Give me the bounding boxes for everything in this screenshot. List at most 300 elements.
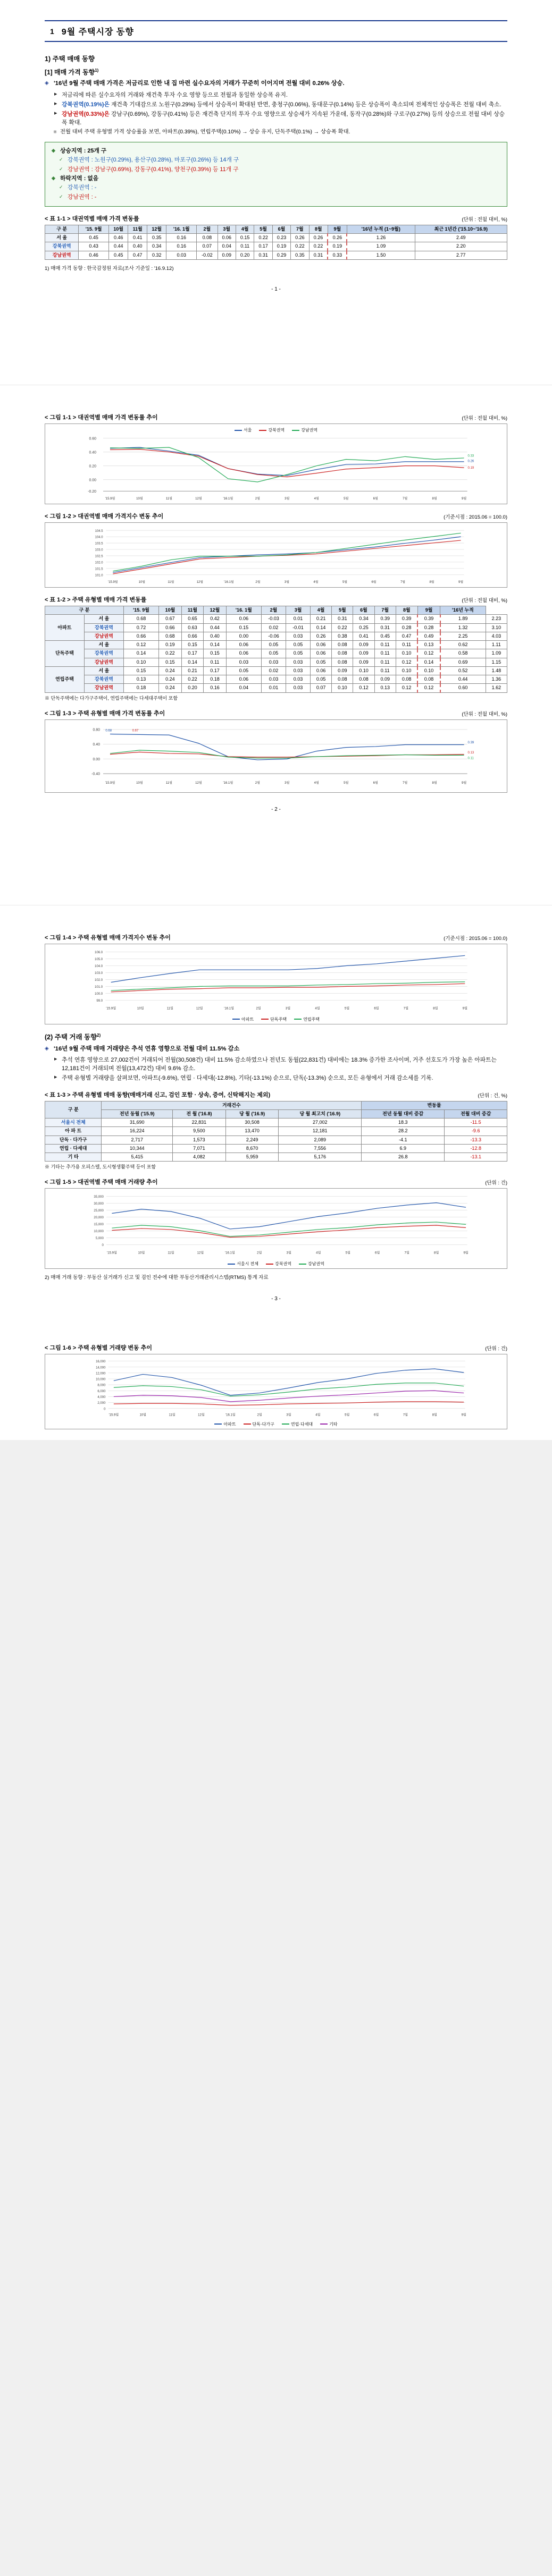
svg-text:14,000: 14,000 <box>96 1366 106 1369</box>
row-label: 강북권역 <box>84 675 123 684</box>
svg-text:0.26: 0.26 <box>467 460 474 463</box>
th-15: 최근 1년간 ('15.10~'16.9) <box>415 225 507 233</box>
svg-text:12월: 12월 <box>198 1413 205 1417</box>
cell: 0.22 <box>181 675 204 684</box>
trade-sub-list <box>45 1056 507 1083</box>
row-label: 강남권역 <box>84 684 123 692</box>
th-12: 8월 <box>396 606 417 615</box>
svg-text:0: 0 <box>104 1407 106 1411</box>
fig-1-5-svg <box>48 1191 504 1260</box>
svg-text:103.0: 103.0 <box>94 971 103 975</box>
cell: 0.09 <box>218 251 236 259</box>
svg-text:6월: 6월 <box>373 497 378 501</box>
price-bullet-list <box>45 79 507 89</box>
th-4: 12월 <box>204 606 227 615</box>
svg-text:10월: 10월 <box>138 1252 145 1256</box>
svg-text:-0.40: -0.40 <box>91 772 100 776</box>
cell: 0.08 <box>396 675 417 684</box>
cell: 6.9 <box>362 1144 445 1153</box>
price-note-1: ※ 전월 대비 주택 유형별 가격 상승률을 보면, 아파트(0.39%), 연립주택(0.10%) → 상승 유지, 단독주택(0.1%) → 상승폭 확대. <box>53 129 507 137</box>
cell: 0.45 <box>109 251 128 259</box>
cell: -0.01 <box>286 623 311 632</box>
cell: 0.34 <box>353 615 374 623</box>
table-1-1-caption-row <box>45 214 507 223</box>
table-row <box>45 606 507 615</box>
svg-text:10월: 10월 <box>136 497 143 501</box>
page-number-1: - 1 - <box>271 286 281 293</box>
cell: 0.12 <box>396 684 417 692</box>
legend-item <box>232 1016 254 1022</box>
svg-text:'15.9월: '15.9월 <box>106 1007 116 1011</box>
cell: 0.65 <box>181 615 204 623</box>
svg-text:4월: 4월 <box>315 1413 321 1417</box>
fig-1-3-caption-row <box>45 709 507 717</box>
th-8: 4월 <box>311 606 332 615</box>
svg-text:0.00: 0.00 <box>89 478 96 482</box>
fig-1-3-caption: < 그림 1-3 > 주택 유형별 매매 가격 변동률 추이 <box>45 710 165 717</box>
cell: 0.18 <box>204 675 227 684</box>
page-1 <box>0 0 552 385</box>
svg-text:0.40: 0.40 <box>93 742 100 747</box>
svg-text:7월: 7월 <box>403 781 408 785</box>
table-row <box>45 632 507 640</box>
summary-gangnam-none: ✓ 강남권역 : - <box>52 193 500 202</box>
section-label: (2) 주택 거래 동향 <box>45 1033 97 1041</box>
cell: 31,690 <box>102 1118 173 1127</box>
svg-text:3월: 3월 <box>286 1413 291 1417</box>
row-label: 강남권역 <box>45 251 79 259</box>
svg-text:12월: 12월 <box>196 581 204 584</box>
cell: 1.15 <box>486 658 507 666</box>
cell: -0.06 <box>262 632 286 640</box>
cell: 0.72 <box>123 623 158 632</box>
cell: 0.29 <box>272 251 290 259</box>
th-3: 당 월 ('16.9) <box>225 1109 279 1118</box>
cell: 0.31 <box>332 615 353 623</box>
cell: 0.22 <box>332 623 353 632</box>
cell: 18.3 <box>362 1118 445 1127</box>
cell: 0.21 <box>311 615 332 623</box>
cell: 5,959 <box>225 1153 279 1162</box>
fig-1-2-unit: (기준시점 : 2015.06 = 100.0) <box>444 514 507 521</box>
price-sub-1: ▶ 저금리에 따른 실수요자의 거래와 재건축 투자 수요 영향 등으로 전월과 동일한 상승폭 유지. <box>54 91 507 99</box>
cell: 0.39 <box>396 615 417 623</box>
svg-text:'16.1월: '16.1월 <box>224 1252 235 1256</box>
cell: 0.03 <box>166 251 197 259</box>
cell: -11.5 <box>445 1118 507 1127</box>
cell: 0.11 <box>396 641 417 649</box>
table-1-1-body <box>45 234 507 260</box>
summary-box-price <box>45 142 507 207</box>
svg-text:'16.1월: '16.1월 <box>224 581 234 584</box>
cell: -0.03 <box>262 615 286 623</box>
svg-text:4월: 4월 <box>313 581 319 584</box>
cell: 12,181 <box>279 1127 362 1136</box>
cell: -13.1 <box>445 1153 507 1162</box>
cell: 0.43 <box>79 242 109 251</box>
svg-text:103.0: 103.0 <box>95 548 103 552</box>
svg-text:2월: 2월 <box>257 1252 262 1256</box>
cell: 0.03 <box>286 684 311 692</box>
row-label: 강북권역 <box>84 623 123 632</box>
subsection-label: [1] 매매 가격 동향 <box>45 69 95 76</box>
fig-1-4-legend <box>48 1015 504 1023</box>
svg-text:102.5: 102.5 <box>95 555 103 558</box>
svg-text:4월: 4월 <box>315 1007 320 1011</box>
svg-text:99.0: 99.0 <box>96 999 103 1003</box>
cell-current: 0.13 <box>417 641 440 649</box>
table-1-2-note: ※ 단독주택에는 다가구주택이, 연립주택에는 다세대주택이 포함 <box>45 695 178 701</box>
svg-text:'15.9월: '15.9월 <box>107 1252 117 1256</box>
cell: 0.06 <box>226 615 261 623</box>
cell: 0.22 <box>159 649 182 658</box>
cell: -9.6 <box>445 1127 507 1136</box>
trade-bullet-1-text: '16년 9월 주택 매매 거래량은 추석 연휴 영향으로 전월 대비 11.5% 감소 <box>54 1045 240 1052</box>
cell: 0.10 <box>396 666 417 675</box>
cell: 26.8 <box>362 1153 445 1162</box>
cell: 0.67 <box>159 615 182 623</box>
cell: 0.24 <box>159 675 182 684</box>
table-row <box>45 1101 507 1109</box>
cell: 1.50 <box>347 251 415 259</box>
cell: 0.26 <box>291 234 309 242</box>
cell: 0.05 <box>262 649 286 658</box>
cell: 5,415 <box>102 1153 173 1162</box>
th-group-2: 변동률 <box>362 1101 507 1109</box>
cell: 0.22 <box>254 234 272 242</box>
group-label: 연립주택 <box>45 666 85 692</box>
page-number-3: - 3 - <box>271 1295 281 1302</box>
svg-text:11월: 11월 <box>165 497 172 501</box>
cell: 0.52 <box>440 666 486 675</box>
legend-item <box>299 1261 324 1267</box>
cell-current: 0.08 <box>417 675 440 684</box>
cell: 16,224 <box>102 1127 173 1136</box>
svg-text:5월: 5월 <box>345 1252 350 1256</box>
cell-current: 0.10 <box>417 666 440 675</box>
svg-text:'16.1월: '16.1월 <box>223 781 233 785</box>
cell: 7,071 <box>173 1144 226 1153</box>
svg-text:8월: 8월 <box>432 1413 437 1417</box>
cell: 0.08 <box>332 675 353 684</box>
legend-label: 강북권역 <box>268 428 285 433</box>
cell: 0.08 <box>353 675 374 684</box>
table-row <box>45 1153 507 1162</box>
cell: 4.03 <box>486 632 507 640</box>
svg-text:5월: 5월 <box>344 781 349 785</box>
svg-text:6월: 6월 <box>371 581 377 584</box>
th-14: '16년 누적 (1~9월) <box>347 225 415 233</box>
cell: -13.3 <box>445 1136 507 1144</box>
fig-1-2-chart <box>45 522 507 588</box>
th-6: 2월 <box>197 225 218 233</box>
cell: 0.40 <box>204 632 227 640</box>
cell: 0.11 <box>236 242 254 251</box>
table-row <box>45 234 507 242</box>
th-8: 4월 <box>236 225 254 233</box>
cell: 0.24 <box>159 666 182 675</box>
table-1-3 <box>45 1101 507 1162</box>
table-1-2-caption-row <box>45 595 507 604</box>
table-row <box>45 666 507 675</box>
table-row <box>45 684 507 692</box>
svg-text:'15.9월: '15.9월 <box>108 581 118 584</box>
th-0: 구 분 <box>45 606 124 615</box>
fig-1-1-caption: < 그림 1-1 > 대권역별 매매 가격 변동률 추이 <box>45 414 158 421</box>
svg-text:2월: 2월 <box>257 1413 262 1417</box>
table-row <box>45 675 507 684</box>
cell: 8,670 <box>225 1144 279 1153</box>
cell: 0.26 <box>311 632 332 640</box>
svg-text:104.0: 104.0 <box>95 536 103 539</box>
th-2: 10월 <box>159 606 182 615</box>
svg-text:101.5: 101.5 <box>95 567 103 571</box>
svg-text:2,000: 2,000 <box>97 1401 106 1405</box>
footnote-1: 1) 매매 가격 동향 : 한국감정원 자료(조사 기준일 : '16.9.12) <box>45 265 174 272</box>
cell: 0.17 <box>181 649 204 658</box>
cell: 0.14 <box>311 623 332 632</box>
cell-current: 0.28 <box>417 623 440 632</box>
th-2: 전 월 ('16.8) <box>173 1109 226 1118</box>
svg-text:10월: 10월 <box>138 581 146 584</box>
fig-1-5-legend <box>48 1260 504 1267</box>
cell-current: 0.39 <box>417 615 440 623</box>
th-5: 전년 동월 대비 증감 <box>362 1109 445 1118</box>
cell: 1,573 <box>173 1136 226 1144</box>
fig-1-6-caption: < 그림 1-6 > 주택 유형별 거래량 변동 추이 <box>45 1344 152 1351</box>
svg-text:9월: 9월 <box>458 581 464 584</box>
cell: 0.45 <box>374 632 396 640</box>
cell: 0.16 <box>166 234 197 242</box>
svg-text:5,000: 5,000 <box>95 1237 104 1241</box>
fig-1-2-caption: < 그림 1-2 > 대권역별 매매 가격지수 변동 추이 <box>45 513 164 520</box>
table-row <box>45 1127 507 1136</box>
svg-text:8월: 8월 <box>432 497 437 501</box>
svg-text:9월: 9월 <box>462 1007 467 1011</box>
svg-text:100.0: 100.0 <box>94 992 103 996</box>
svg-text:12월: 12월 <box>195 497 202 501</box>
svg-text:7월: 7월 <box>403 497 408 501</box>
cell: 0.01 <box>262 684 286 692</box>
fig-1-2-caption-row <box>45 512 507 520</box>
svg-text:11월: 11월 <box>168 581 174 584</box>
cell: 0.24 <box>159 684 182 692</box>
fig-1-5-chart <box>45 1188 507 1269</box>
footnote-2: 2) 매매 거래 동향 : 부동산 실거래가 신고 및 검인 전수에 대한 부동산거래관리시스템(RTMS) 통계 자료 <box>45 1275 269 1281</box>
cell: 9,500 <box>173 1127 226 1136</box>
document-title-text: 9월 주택시장 동향 <box>61 28 134 37</box>
th-9: 5월 <box>254 225 272 233</box>
th-1: '15. 9월 <box>79 225 109 233</box>
cell: 0.08 <box>197 234 218 242</box>
cell: 0.06 <box>226 649 261 658</box>
price-note-list <box>45 129 507 137</box>
cell: 1.11 <box>486 641 507 649</box>
svg-text:2월: 2월 <box>255 581 261 584</box>
cell: 1.48 <box>486 666 507 675</box>
th-3: 11월 <box>181 606 204 615</box>
cell: 0.15 <box>204 649 227 658</box>
section-heading-trade-volume <box>45 1032 507 1041</box>
cell: 0.20 <box>236 251 254 259</box>
svg-text:6월: 6월 <box>373 781 378 785</box>
fig-1-6-caption-row <box>45 1343 507 1352</box>
svg-text:'16.1월: '16.1월 <box>224 1007 234 1011</box>
cell: 0.11 <box>204 658 227 666</box>
table-row <box>45 1144 507 1153</box>
cell: 0.17 <box>204 666 227 675</box>
svg-text:16,000: 16,000 <box>96 1360 106 1363</box>
cell: 0.32 <box>147 251 166 259</box>
table-row <box>45 242 507 251</box>
fig-1-1-chart <box>45 423 507 504</box>
svg-text:106.0: 106.0 <box>94 951 103 954</box>
legend-label: 연립·다세대 <box>290 1421 313 1427</box>
svg-text:3월: 3월 <box>286 1252 291 1256</box>
cell: 0.09 <box>353 649 374 658</box>
summary-falling-regions: ◈ 하락지역 : 없음 <box>52 174 500 183</box>
th-7: 3월 <box>286 606 311 615</box>
svg-text:11월: 11월 <box>169 1413 175 1417</box>
page-spacer <box>45 815 507 894</box>
table-row <box>45 1109 507 1118</box>
summary-gangbuk: ✓ 강북권역 : 노원구(0.29%), 용산구(0.28%), 마포구(0.26%) 등 14개 구 <box>52 156 500 165</box>
svg-text:8월: 8월 <box>433 1252 439 1256</box>
svg-text:7월: 7월 <box>403 1007 409 1011</box>
table-1-3-caption-row <box>45 1090 507 1099</box>
svg-text:10,000: 10,000 <box>94 1230 104 1234</box>
legend-item <box>244 1421 274 1427</box>
page-spacer <box>45 1304 507 1336</box>
cell: 3.10 <box>486 623 507 632</box>
table-row <box>45 623 507 632</box>
svg-text:11월: 11월 <box>166 1007 173 1011</box>
svg-text:4,000: 4,000 <box>97 1395 106 1399</box>
row-label: 강남권역 <box>84 632 123 640</box>
legend-item <box>214 1421 236 1427</box>
fig-1-6-svg <box>48 1357 504 1420</box>
svg-text:0.33: 0.33 <box>467 454 474 458</box>
table-row <box>45 251 507 259</box>
svg-text:'16.1월: '16.1월 <box>225 1413 236 1417</box>
cell: 0.11 <box>374 649 396 658</box>
svg-text:10월: 10월 <box>137 1007 144 1011</box>
cell: 0.66 <box>181 632 204 640</box>
cell: 0.03 <box>262 658 286 666</box>
th-6: 2월 <box>262 606 286 615</box>
svg-text:9월: 9월 <box>461 497 467 501</box>
cell: 0.47 <box>396 632 417 640</box>
cell: -4.1 <box>362 1136 445 1144</box>
cell: 0.10 <box>353 666 374 675</box>
th-10: 6월 <box>353 606 374 615</box>
svg-text:6월: 6월 <box>374 1007 379 1011</box>
cell-current: 0.19 <box>328 242 347 251</box>
svg-text:0.13: 0.13 <box>467 751 474 755</box>
fig-1-6-unit: (단위 : 건) <box>485 1345 507 1352</box>
document-title-number: 1 <box>50 27 54 36</box>
price-sub-3-body: 강남구(0.69%), 강동구(0.41%) 등은 재건축 단지의 투자 수요 영향으로 상승세가 지속된 가운데, 동작구(0.28%)와 구로구(0.27%) 등의 상승으로 전월 대비 상승폭 확대. <box>62 111 505 126</box>
svg-text:0: 0 <box>102 1244 104 1248</box>
cell: 0.39 <box>374 615 396 623</box>
svg-text:12월: 12월 <box>197 1252 204 1256</box>
svg-text:2월: 2월 <box>255 781 260 785</box>
th-4: 당 월 최고치 ('16.9) <box>279 1109 362 1118</box>
svg-text:7월: 7월 <box>403 1413 408 1417</box>
cell: 0.60 <box>440 684 486 692</box>
table-row <box>45 225 507 233</box>
svg-text:5월: 5월 <box>344 1007 350 1011</box>
cell: 0.03 <box>262 675 286 684</box>
fig-1-1-unit: (단위 : 전월 대비, %) <box>462 416 507 422</box>
cell: 0.41 <box>353 632 374 640</box>
legend-label: 강남권역 <box>301 428 318 433</box>
svg-text:25,000: 25,000 <box>94 1209 104 1213</box>
cell: 2.77 <box>415 251 507 259</box>
trade-sub-2: ▶ 주택 유형별 거래량을 살펴보면, 아파트(-9.6%), 연립 · 다세대(-12.8%), 기타(-13.1%) 순으로, 단독(-13.3%) 순으로, 모든 유형에서 거래 감소세를 기록. <box>54 1074 507 1082</box>
svg-text:30,000: 30,000 <box>94 1202 104 1206</box>
legend-label: 연립주택 <box>303 1016 320 1022</box>
th-13: 9월 <box>328 225 347 233</box>
th-12: 8월 <box>309 225 328 233</box>
cell: 0.11 <box>374 641 396 649</box>
svg-text:10,000: 10,000 <box>96 1378 106 1382</box>
th-3: 11월 <box>128 225 147 233</box>
svg-text:101.0: 101.0 <box>95 574 103 578</box>
cell: 30,508 <box>225 1118 279 1127</box>
svg-text:102.0: 102.0 <box>94 978 103 982</box>
svg-text:11월: 11월 <box>168 1252 174 1256</box>
cell: 0.12 <box>123 641 158 649</box>
table-1-2-caption: < 표 1-2 > 주택 유형별 매매 가격 변동률 <box>45 597 147 604</box>
footnote-marker: 2) <box>97 1032 101 1038</box>
fig-1-5-caption: < 그림 1-5 > 대권역별 주택 매매 거래량 추이 <box>45 1179 158 1186</box>
cell-current: 0.26 <box>328 234 347 242</box>
cell: 0.05 <box>226 666 261 675</box>
cell: 1.89 <box>440 615 486 623</box>
svg-text:35,000: 35,000 <box>94 1196 104 1199</box>
table-1-1-head <box>45 225 507 233</box>
cell: 2.23 <box>486 615 507 623</box>
cell: 0.68 <box>159 632 182 640</box>
th-11: 7월 <box>374 606 396 615</box>
group-label: 단독주택 <box>45 641 85 667</box>
row-label: 아 파 트 <box>45 1127 102 1136</box>
cell: 0.08 <box>332 658 353 666</box>
svg-text:7월: 7월 <box>400 581 406 584</box>
fig-1-3-svg <box>48 722 504 791</box>
cell: 2.20 <box>415 242 507 251</box>
svg-text:15,000: 15,000 <box>94 1223 104 1227</box>
svg-text:11월: 11월 <box>165 781 172 785</box>
cell: 0.06 <box>226 675 261 684</box>
page-2 <box>0 385 552 905</box>
svg-text:6월: 6월 <box>374 1413 379 1417</box>
svg-text:3월: 3월 <box>285 497 290 501</box>
cell: 1.62 <box>486 684 507 692</box>
cell: 2.25 <box>440 632 486 640</box>
gangbuk-label: 강북권역(0.19%)은 <box>62 101 110 108</box>
th-13: 9월 <box>417 606 440 615</box>
legend-label: 단독주택 <box>270 1016 287 1022</box>
table-row <box>45 1118 507 1127</box>
cell: 0.19 <box>272 242 290 251</box>
cell-current: 0.12 <box>417 684 440 692</box>
cell: 0.66 <box>159 623 182 632</box>
cell: 0.34 <box>147 242 166 251</box>
cell: 0.16 <box>166 242 197 251</box>
cell: 0.02 <box>262 666 286 675</box>
